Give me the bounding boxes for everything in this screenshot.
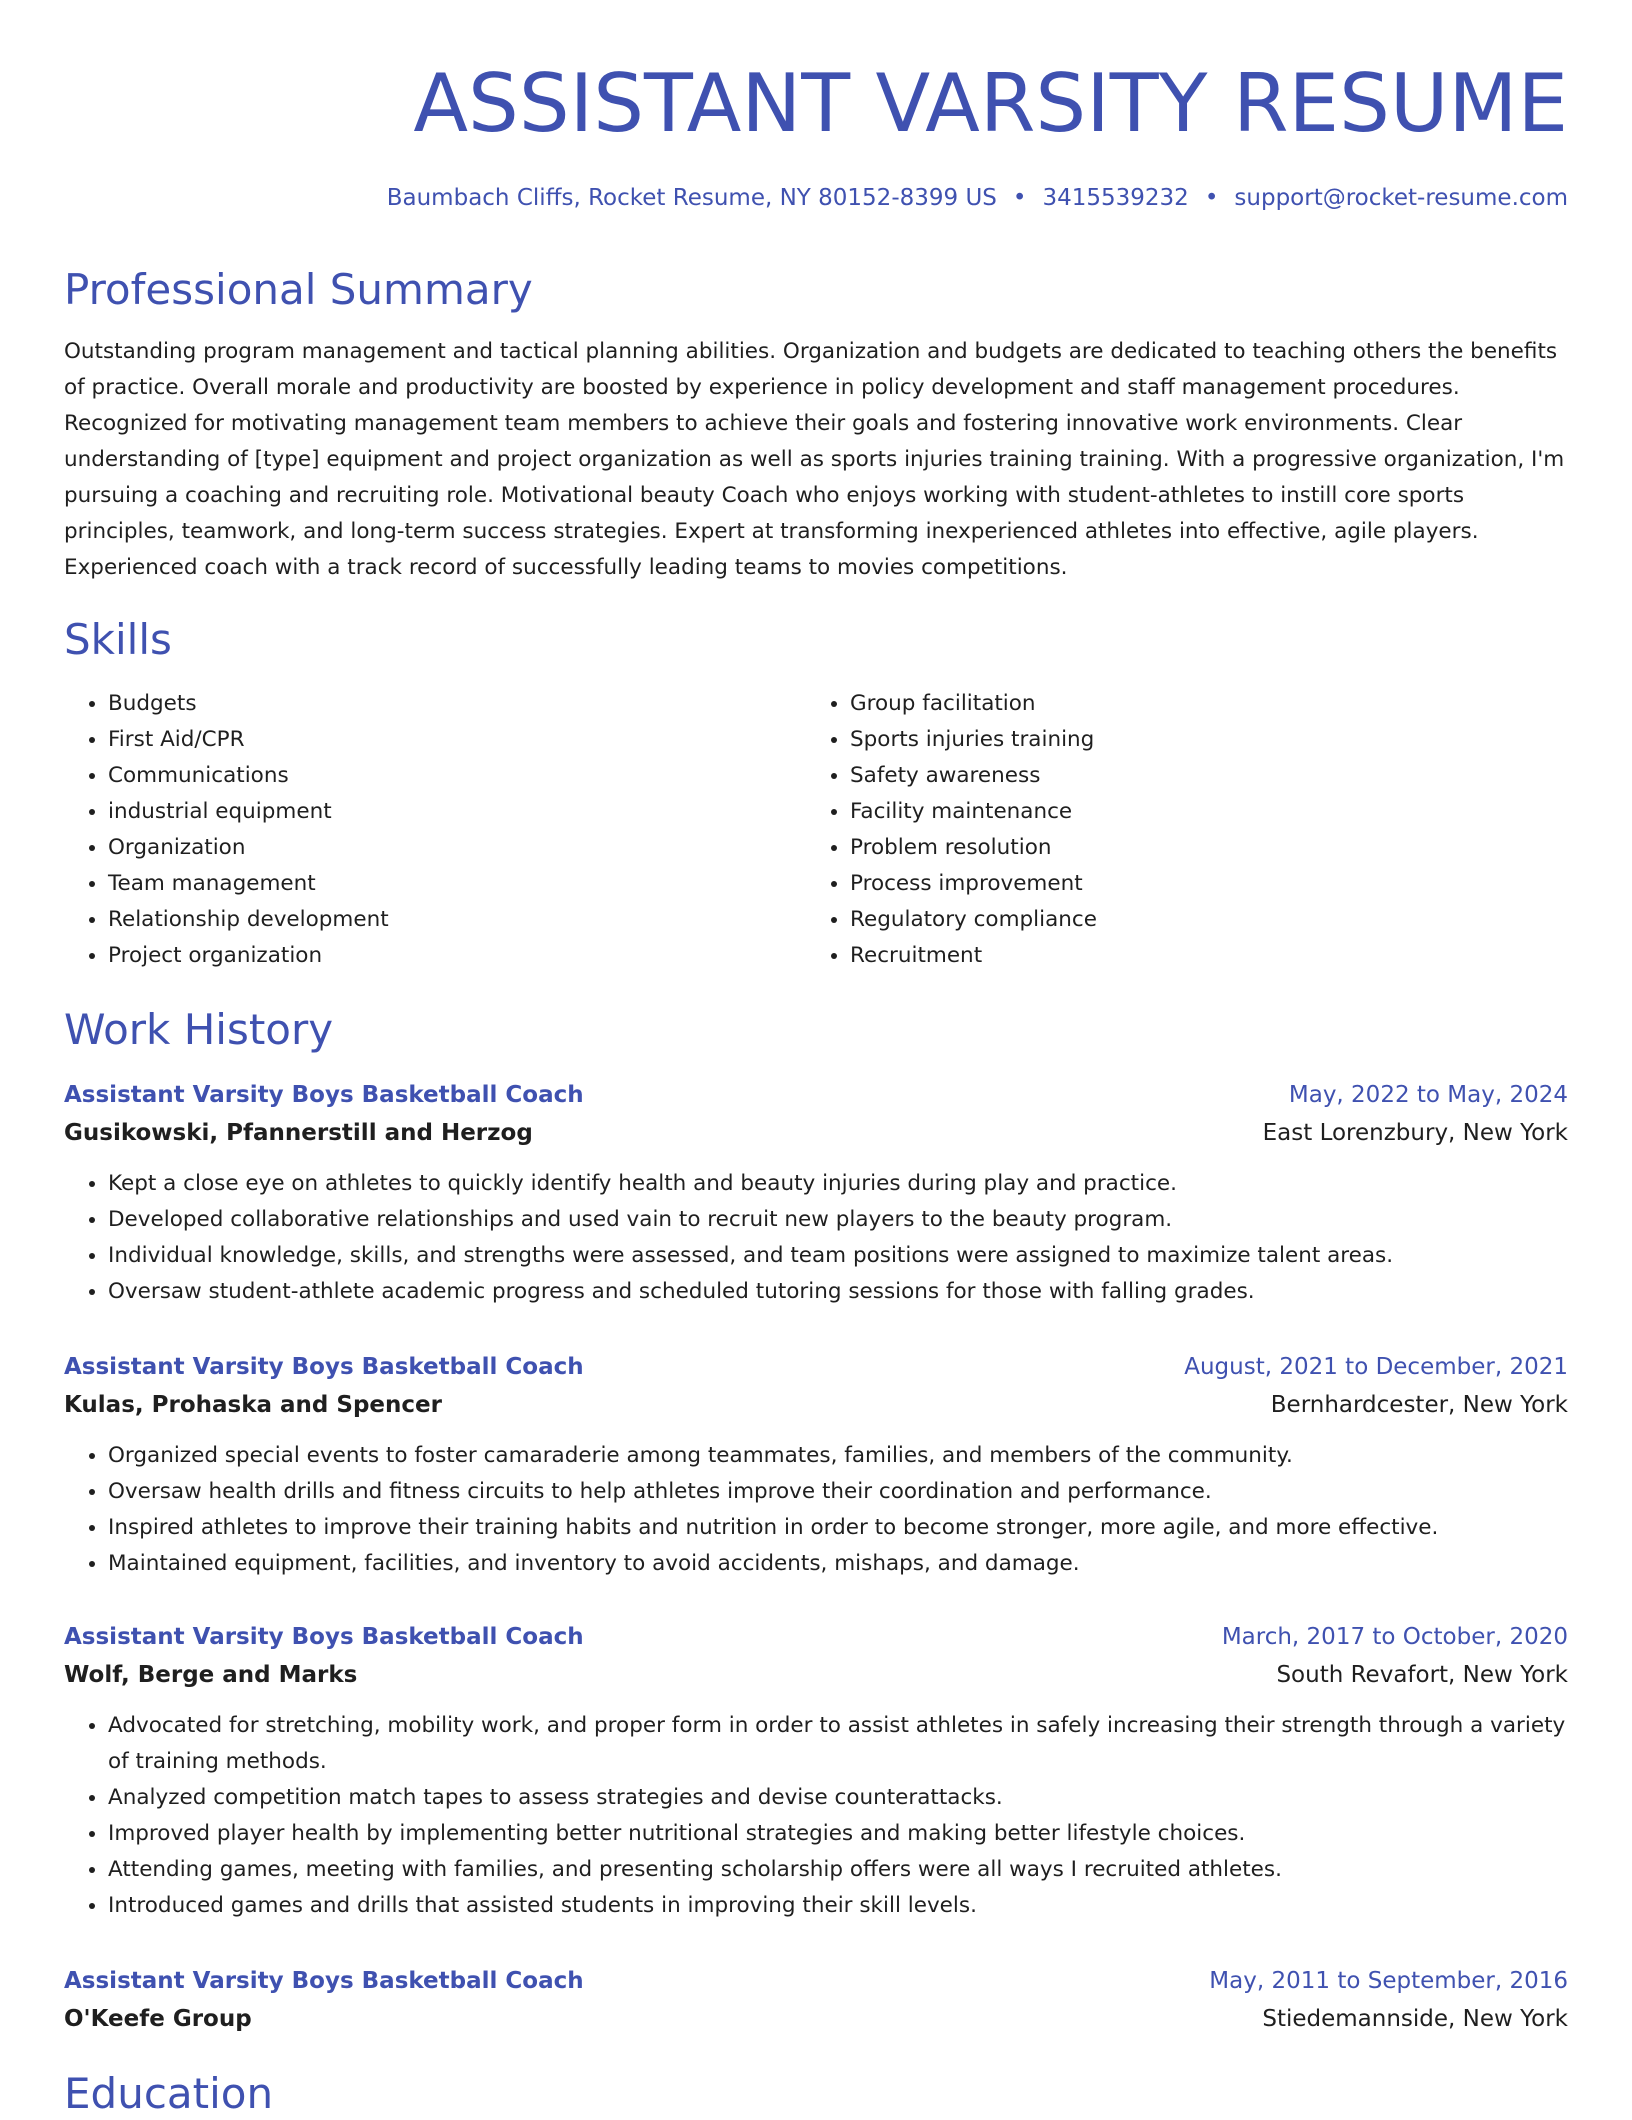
skill-item: • Team management bbox=[108, 866, 389, 902]
job-company-row bbox=[64, 1114, 1568, 1152]
job-title: Assistant Varsity Boys Basketball Coach bbox=[64, 1082, 584, 1108]
job-bullet: • Kept a close eye on athletes to quickly identify health and beauty injuries during play and practice. bbox=[108, 1166, 1568, 1202]
job-entry bbox=[64, 1962, 1568, 2038]
job-bullets bbox=[64, 1438, 1568, 1582]
skill-item: • Budgets bbox=[108, 686, 389, 722]
summary-heading: Professional Summary bbox=[64, 265, 533, 314]
job-title: Assistant Varsity Boys Basketball Coach bbox=[64, 1354, 584, 1380]
job-bullet: • Maintained equipment, facilities, and inventory to avoid accidents, mishaps, and damage. bbox=[108, 1546, 1568, 1582]
job-dates: August, 2021 to December, 2021 bbox=[1184, 1354, 1568, 1380]
job-entry bbox=[64, 1348, 1568, 1582]
summary-text: Outstanding program management and tactical planning abilities. Organization and budgets are dedicated to teaching others the benefits of practice. Overall morale and productivity are boosted by experience in policy development and staff management procedures. Recognized for motivating management team members to achieve their goals and fostering innovative work environments. Clear understanding of [type] equipment and project organization as well as sports injuries training training. With a progressive organization, I'm pursuing a coaching and recruiting role. Motivational beauty Coach who enjoys working with student-athletes to instill core sports principles, teamwork, and long-term success strategies. Expert at transforming inexperienced athletes into effective, agile players. Experienced coach with a track record of successfully leading teams to movies competitions. bbox=[64, 339, 1565, 580]
resume-title: ASSISTANT VARSITY RESUME bbox=[413, 57, 1568, 150]
job-bullet: • Oversaw student-athlete academic progress and scheduled tutoring sessions for those with falling grades. bbox=[108, 1274, 1568, 1310]
job-bullet: • Individual knowledge, skills, and strengths were assessed, and team positions were assigned to maximize talent areas. bbox=[108, 1238, 1568, 1274]
contact-separator: • bbox=[1204, 185, 1219, 211]
skill-item: • Problem resolution bbox=[850, 830, 1097, 866]
education-heading: Education bbox=[64, 2069, 274, 2118]
work-history-heading: Work History bbox=[64, 1005, 334, 1054]
skill-item: • Relationship development bbox=[108, 902, 389, 938]
skill-item: • Communications bbox=[108, 758, 389, 794]
job-bullet: • Developed collaborative relationships and used vain to recruit new players to the beauty program. bbox=[108, 1202, 1568, 1238]
skill-item: • Group facilitation bbox=[850, 686, 1097, 722]
job-bullet: • Inspired athletes to improve their training habits and nutrition in order to become stronger, more agile, and more effective. bbox=[108, 1510, 1568, 1546]
job-location: East Lorenzbury, New York bbox=[1262, 1120, 1568, 1146]
skills-list-right bbox=[806, 686, 1097, 974]
job-company: Wolf, Berge and Marks bbox=[64, 1662, 358, 1688]
contact-separator: • bbox=[1012, 185, 1027, 211]
job-company: O'Keefe Group bbox=[64, 2006, 252, 2032]
contact-email: support@rocket-resume.com bbox=[1234, 185, 1568, 211]
job-header-row bbox=[64, 1618, 1568, 1656]
job-company: Gusikowski, Pfannerstill and Herzog bbox=[64, 1120, 533, 1146]
job-bullet: • Oversaw health drills and fitness circuits to help athletes improve their coordination and performance. bbox=[108, 1474, 1568, 1510]
skill-item: • First Aid/CPR bbox=[108, 722, 389, 758]
job-entry bbox=[64, 1618, 1568, 1924]
skill-item: • Safety awareness bbox=[850, 758, 1097, 794]
job-bullet: • Introduced games and drills that assisted students in improving their skill levels. bbox=[108, 1888, 1568, 1924]
job-bullets bbox=[64, 1166, 1568, 1310]
skill-item: • Project organization bbox=[108, 938, 389, 974]
job-company-row bbox=[64, 2000, 1568, 2038]
skill-item: • Organization bbox=[108, 830, 389, 866]
contact-phone: 3415539232 bbox=[1042, 185, 1189, 211]
job-bullet: • Advocated for stretching, mobility work, and proper form in order to assist athletes in safely increasing their strength through a variety of training methods. bbox=[108, 1708, 1568, 1780]
job-bullet: • Organized special events to foster camaraderie among teammates, families, and members of the community. bbox=[108, 1438, 1568, 1474]
skill-item: • Process improvement bbox=[850, 866, 1097, 902]
job-location: Stiedemannside, New York bbox=[1262, 2006, 1568, 2032]
job-entry bbox=[64, 1076, 1568, 1310]
job-header-row bbox=[64, 1962, 1568, 2000]
job-company-row bbox=[64, 1656, 1568, 1694]
skill-item: • Recruitment bbox=[850, 938, 1097, 974]
skill-item: • Sports injuries training bbox=[850, 722, 1097, 758]
contact-line bbox=[387, 182, 1568, 214]
job-header-row bbox=[64, 1348, 1568, 1386]
job-bullets bbox=[64, 1708, 1568, 1924]
skill-item: • industrial equipment bbox=[108, 794, 389, 830]
job-bullet: • Attending games, meeting with families, and presenting scholarship offers were all ways I recruited athletes. bbox=[108, 1852, 1568, 1888]
job-bullet: • Improved player health by implementing better nutritional strategies and making better lifestyle choices. bbox=[108, 1816, 1568, 1852]
job-dates: May, 2022 to May, 2024 bbox=[1288, 1082, 1568, 1108]
skill-item: • Facility maintenance bbox=[850, 794, 1097, 830]
skill-item: • Regulatory compliance bbox=[850, 902, 1097, 938]
job-location: Bernhardcester, New York bbox=[1270, 1392, 1568, 1418]
skills-list-left bbox=[64, 686, 389, 974]
job-title: Assistant Varsity Boys Basketball Coach bbox=[64, 1624, 584, 1650]
job-company-row bbox=[64, 1386, 1568, 1424]
job-header-row bbox=[64, 1076, 1568, 1114]
job-bullet: • Analyzed competition match tapes to assess strategies and devise counterattacks. bbox=[108, 1780, 1568, 1816]
job-company: Kulas, Prohaska and Spencer bbox=[64, 1392, 442, 1418]
job-dates: May, 2011 to September, 2016 bbox=[1209, 1968, 1568, 1994]
job-dates: March, 2017 to October, 2020 bbox=[1221, 1624, 1568, 1650]
job-location: South Revafort, New York bbox=[1276, 1662, 1568, 1688]
contact-address: Baumbach Cliffs, Rocket Resume, NY 80152-8399 US bbox=[386, 185, 997, 211]
job-title: Assistant Varsity Boys Basketball Coach bbox=[64, 1968, 584, 1994]
skills-heading: Skills bbox=[64, 615, 172, 664]
